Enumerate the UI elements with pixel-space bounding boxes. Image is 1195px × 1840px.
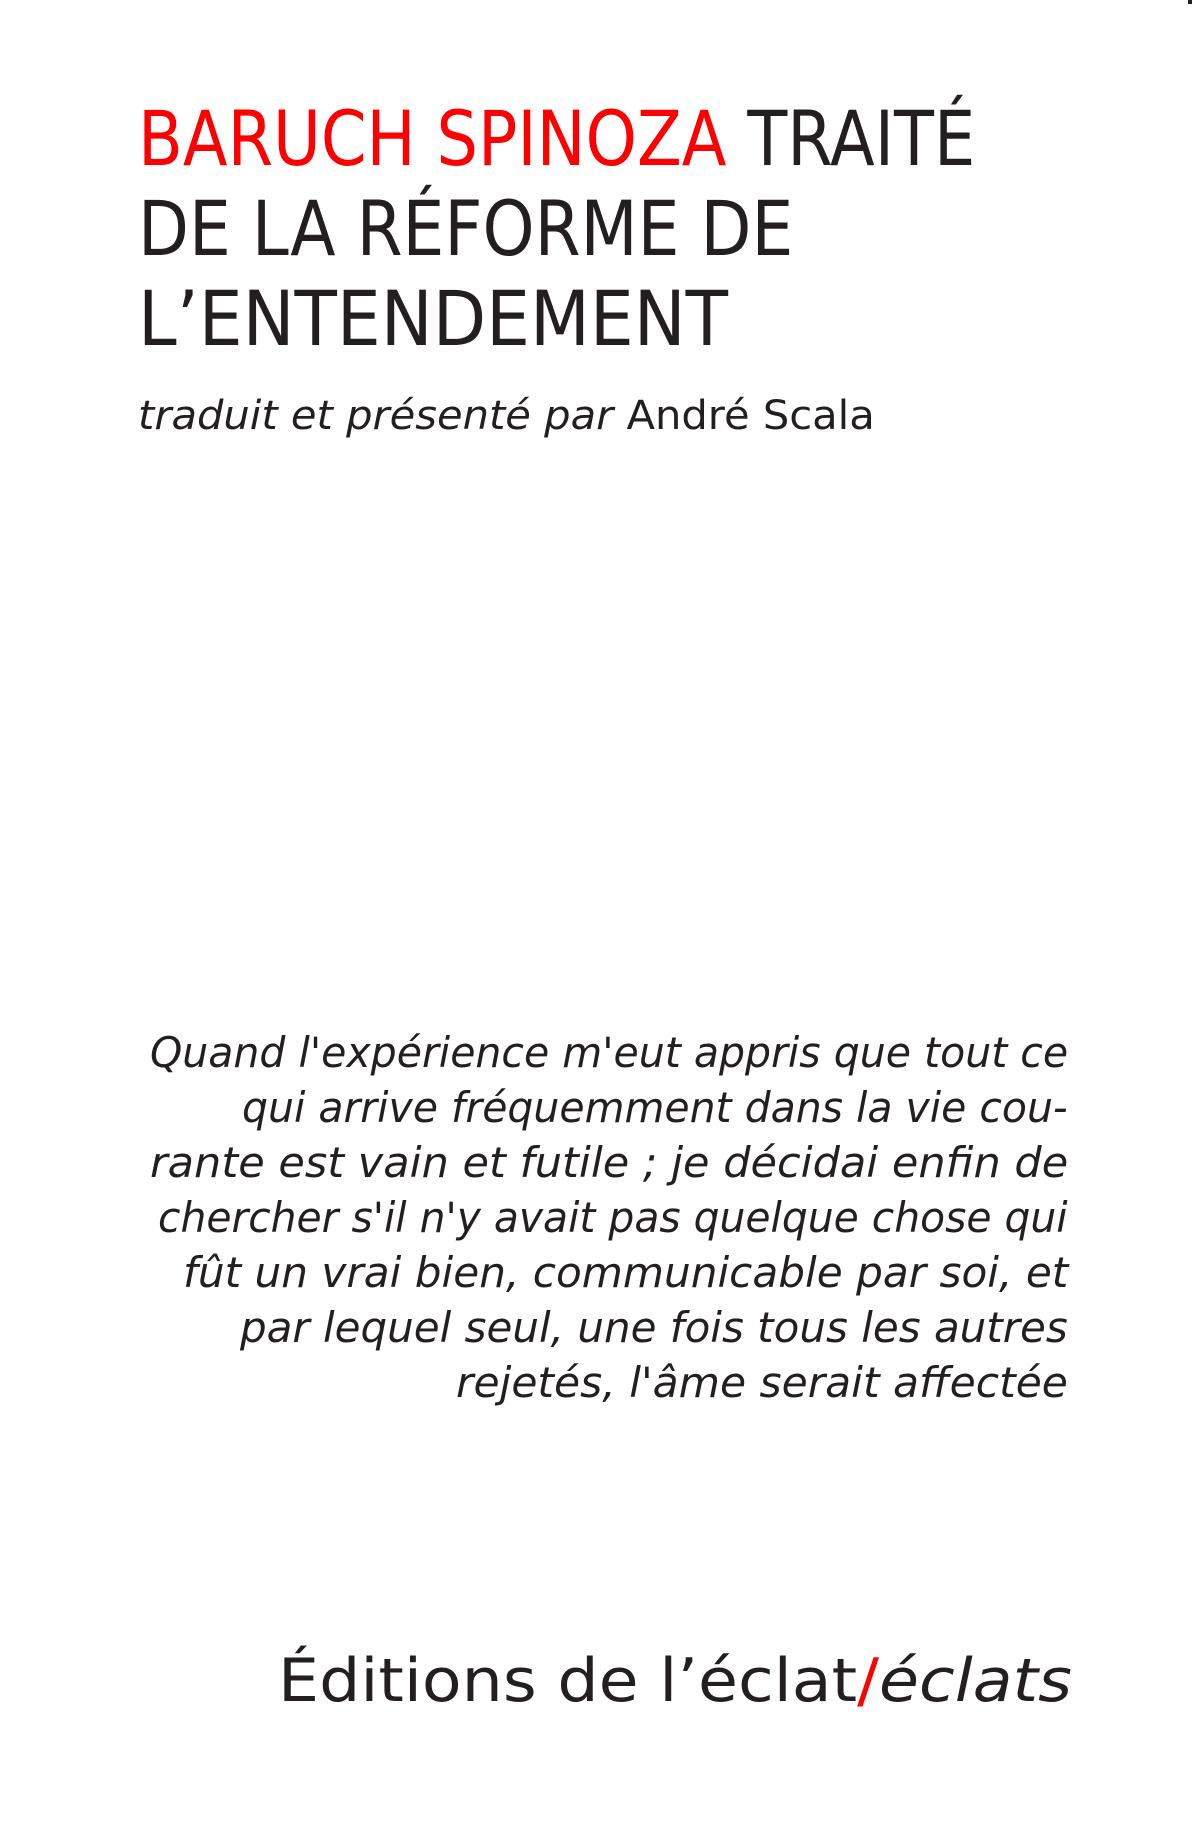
quote-line: fût un vrai bien, communicable par soi, et: [182, 1248, 1069, 1297]
title-text: DE LA RÉFORME DE: [138, 184, 794, 273]
author-name: BARUCH SPINOZA: [138, 94, 727, 183]
title-line-1: [138, 94, 976, 183]
title-text: L’ENTENDEMENT: [138, 274, 729, 363]
quote-line: Quand l'expérience m'eut appris que tout ce: [150, 1028, 1069, 1077]
publisher-name: Éditions de l’éclat: [278, 1646, 858, 1716]
translator-name: André Scala: [626, 393, 875, 439]
quote-line: rejetés, l'âme serait affectée: [456, 1358, 1068, 1407]
crop-mark: [1188, 0, 1192, 4]
quote-line: qui arrive fréquemment dans la vie cou-: [241, 1083, 1068, 1132]
subtitle-prefix: traduit et présenté par: [138, 393, 614, 439]
title-line-3: [138, 274, 729, 363]
collection-name: éclats: [879, 1646, 1072, 1716]
quote-line: rante est vain et futile ; je décidai enfin de: [149, 1138, 1069, 1187]
title-word: TRAITÉ: [747, 94, 976, 183]
slash-separator: /: [857, 1646, 880, 1716]
quote-line: par lequel seul, une fois tous les autres: [240, 1303, 1068, 1352]
publisher-imprint: [278, 1646, 1072, 1716]
translator-credit: [138, 393, 875, 439]
quote-line: chercher s'il n'y avait pas quelque chose qui: [157, 1193, 1068, 1242]
title-line-2: [138, 184, 794, 273]
